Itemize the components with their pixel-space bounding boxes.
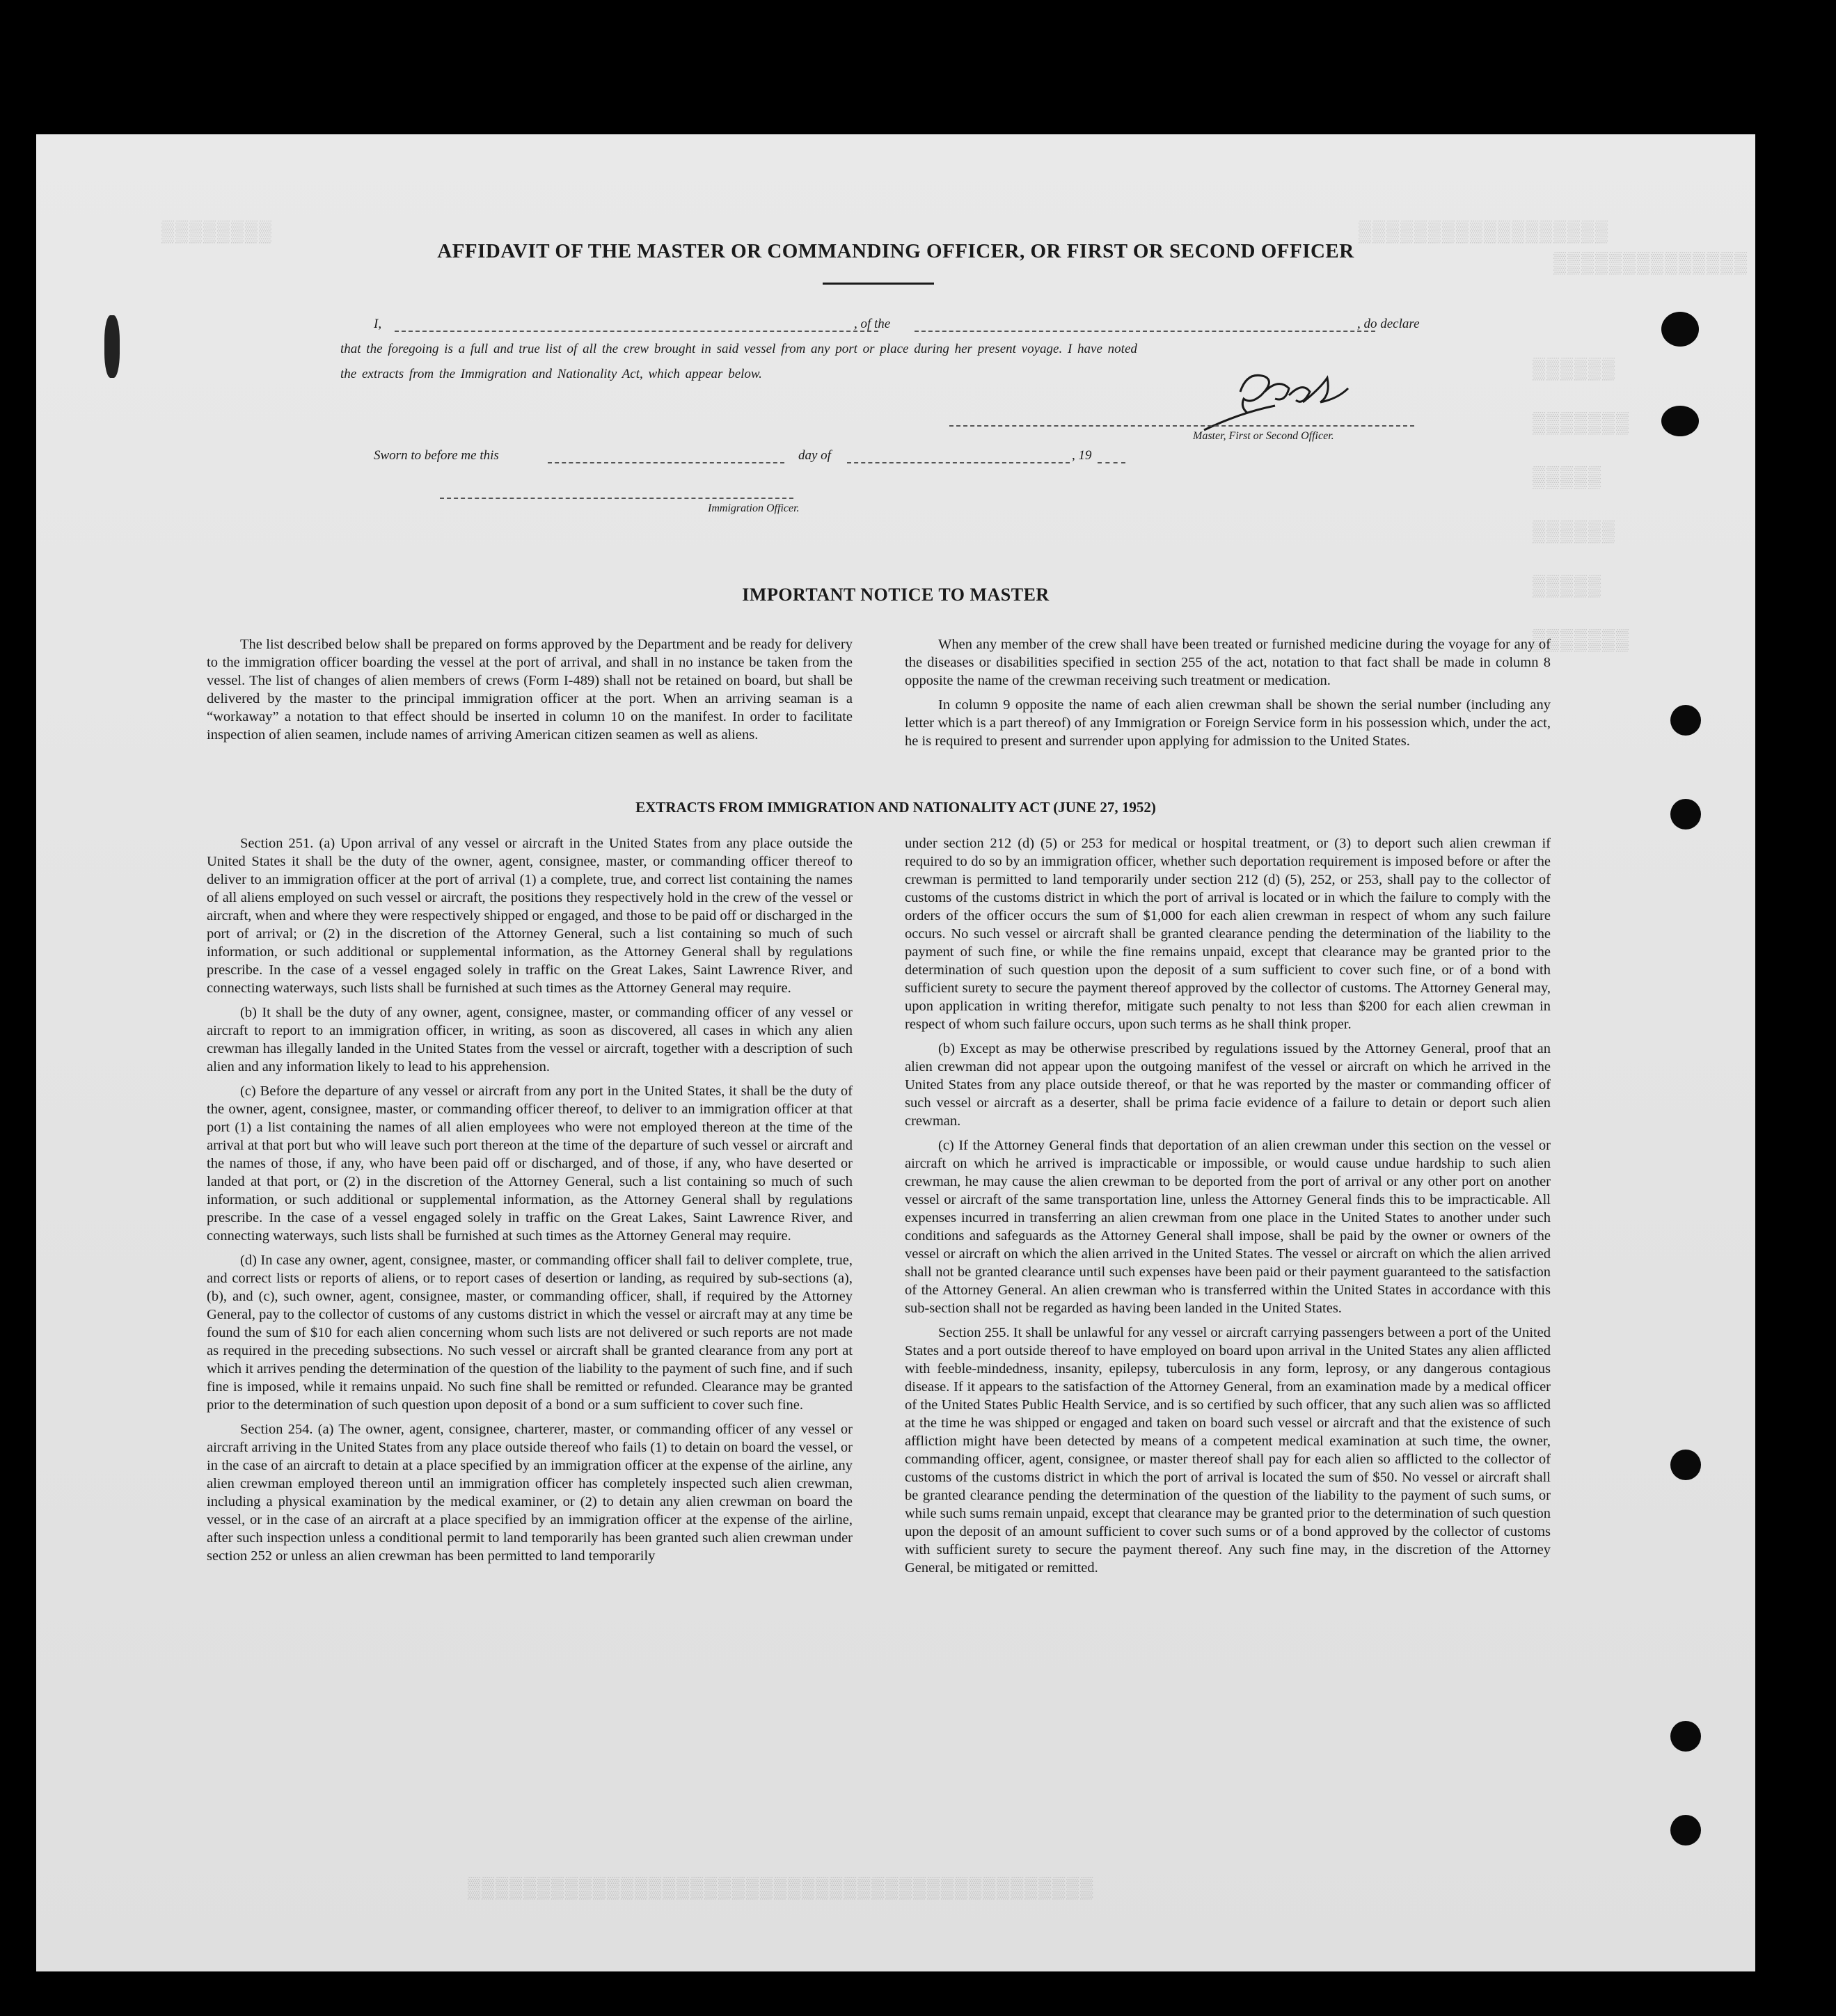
extract-paragraph: (b) Except as may be otherwise prescribed by regulations issued by the Attorney General, proof that an alien crewman did not appear upon the outgoing manifest of the vessel or aircraft on which he arrived in the United States from any place outside thereof, or that he was reported by the master or commanding officer of such vessel or aircraft as a deserter, shall be prima facie evidence of a failure to detain or deport such alien crewman. [905, 1041, 1551, 1129]
notice-left-column [207, 635, 853, 750]
punch-hole [1670, 705, 1701, 736]
month-field[interactable] [847, 462, 1070, 463]
vessel-field[interactable] [915, 331, 1375, 332]
notice-right-column [905, 635, 1551, 756]
master-signature-line[interactable] [949, 425, 1414, 427]
affidavit-line-3: the extracts from the Immigration and Nationality Act, which appear below. [340, 367, 762, 381]
affidavit-of-the-label: , of the [854, 317, 891, 331]
punch-hole [1661, 312, 1699, 347]
extract-paragraph: under section 212 (d) (5) or 253 for medical or hospital treatment, or (3) to deport such alien crewman if required to do so by an immigration officer, whether such deportation requirement is imposed before or after the crewman is permitted to land temporarily under section 212 (d) (5), 252, or 253, shall pay to the collector of customs of the customs district in which the port of arrival is located or in which the failure to comply with the orders of the officer occurs the sum of $1,000 for each alien crewman in respect of whom any such failure occurs. No such vessel or aircraft shall be granted clearance pending the determination of the liability to the payment of such fine, or while the fine remains unpaid, except that clearance may be granted prior to the determination of such question upon the deposit of a sum sufficient to cover such fine, or of a bond with sufficient surety to secure the payment thereof approved by the collector of customs. The Attorney General may, upon application in writing therefor, mitigate such penalty to not less than $200 for each alien crewman in respect of whom such failure occurs, upon such terms as he shall think proper. [905, 836, 1551, 1032]
ink-stain [104, 315, 120, 378]
bleed-through-ghost: ▒▒▒▒▒▒▒▒ [161, 221, 274, 245]
affidavit-i-label: I, [374, 317, 382, 331]
extract-paragraph: Section 255. It shall be unlawful for any vessel or aircraft carrying passengers between a port of the United States and a port outside thereof to have employed on board upon arrival in the United States any alien afflicted with feeble-mindedness, insanity, epilepsy, tuberculosis in any form, leprosy, or any dangerous contagious disease. If it appears to the satisfaction of the Attorney General, from an examination made by a medical officer of the United States Public Health Service, and is so certified by such officer, that any such alien was so afflicted at the time he was shipped or engaged and taken on board such vessel or aircraft and that the existence of such affliction might have been detected by means of a competent medical examination at such time, the owner, commanding officer, agent, consignee, or master thereof shall pay for each alien so afflicted to the collector of customs of the customs district in which the port of arrival is located the sum of $50. No vessel or aircraft shall be granted clearance pending the determination of the question of the liability to the payment of such sums, or while such sums remain unpaid, except that clearance may be granted prior to the determination of such question upon the deposit of an amount sufficient to cover such sums or of a bond approved by the collector of customs with sufficient surety to secure the payment thereof. Any such fine may, in the discretion of the Attorney General, be mitigated or remitted. [905, 1325, 1551, 1576]
name-field[interactable] [395, 331, 878, 332]
notice-right-paragraph-2: In column 9 opposite the name of each alien crewman shall be shown the serial number (including any letter which is a part thereof) of any Immigration or Foreign Service form in his possession which, under the act, he is required to present and surrender upon applying for admission to the United States. [905, 697, 1551, 749]
affidavit-line-2: that the foregoing is a full and true list of all the crew brought in said vessel from any port or place during her present voyage. I have noted [340, 342, 1137, 356]
bleed-through-ghost: ▒▒▒▒▒▒ ▒▒▒▒▒▒▒ ▒▒▒▒▒ ▒▒▒▒▒▒ ▒▒▒▒▒ ▒▒▒▒▒▒▒ [1533, 358, 1631, 653]
day-of-label: day of [798, 448, 831, 463]
extract-paragraph: Section 254. (a) The owner, agent, consignee, charterer, master, or commanding officer of any vessel or aircraft arriving in the United States from any place outside thereof who fails (1) to detain on board the vessel, or in the case of an aircraft to detain at a place specified by an immigration officer at the expense of the airline, any alien crewman employed thereon until an immigration officer has completely inspected such alien crewman, including a physical examination by the medical examiner, or (2) to detain any alien crewman on board the vessel, or in the case of an aircraft at a place specified by an immigration officer at the expense of the airline, after such inspection unless a conditional permit to land temporarily has been granted such alien crewman under section 252 or unless an alien crewman has been permitted to land temporarily [207, 1422, 853, 1564]
bleed-through-ghost: ▒▒▒▒▒▒▒▒▒▒▒▒▒▒▒▒▒▒▒▒▒▒▒▒▒▒▒▒▒▒▒▒▒▒▒▒▒▒▒▒▒▒▒▒▒ [468, 1878, 1095, 1901]
bleed-through-ghost: ▒▒▒▒▒▒▒▒▒▒▒▒▒▒ [1553, 253, 1749, 276]
notice-right-paragraph-1: When any member of the crew shall have been treated or furnished medicine during the voyage for any of the diseases or disabilities specified in section 255 of the act, notation to that fact shall be made in column 8 opposite the name of the crewman receiving such treatment or medication. [905, 637, 1551, 688]
year-field[interactable] [1098, 462, 1125, 463]
extract-paragraph: (c) Before the departure of any vessel or aircraft from any port in the United States, it shall be the duty of the owner, agent, consignee, master, or commanding officer thereof, to deliver to an immigration officer at that port (1) a list containing the names of all alien employees who were not employed thereon at the time of the arrival at that port but who will leave such port thereon at the time of the departure of such vessel or aircraft and the names of those, if any, who have been paid off or discharged, and of those, if any, who have deserted or landed at that port, or (2) in the discretion of the Attorney General, such a list containing so much of such information, or such additional or supplemental information, as the Attorney General shall by regulations prescribe. In the case of a vessel engaged solely in traffic on the Great Lakes, Saint Lawrence River, and connecting waterways, such lists shall be furnished at such times as the Attorney General may require. [207, 1084, 853, 1244]
sworn-date-field[interactable] [548, 462, 784, 463]
sworn-label: Sworn to before me this [374, 448, 499, 463]
bleed-through-ghost: ▒▒▒▒▒▒▒▒▒▒▒▒▒▒▒▒▒▒ [1359, 221, 1610, 245]
extract-paragraph: Section 251. (a) Upon arrival of any vessel or aircraft in the United States from any place outside the United States it shall be the duty of the owner, agent, consignee, master, or commanding officer thereof to deliver to an immigration officer at the port of arrival (1) a complete, true, and correct list containing the names of all aliens employed on such vessel or aircraft, the positions they respectively hold in the crew of the vessel or aircraft, when and where they were respectively shipped or engaged, and those to be paid off or discharged in the port of arrival; or (2) in the discretion of the Attorney General, such a list containing so much of such information, or such additional or supplemental information, as the Attorney General shall by regulations prescribe. In the case of a vessel engaged solely in traffic on the Great Lakes, Saint Lawrence River, and connecting waterways, such lists shall be furnished at such times as the Attorney General may require. [207, 836, 853, 996]
master-caption: Master, First or Second Officer. [1193, 430, 1334, 442]
extracts-left-column [207, 834, 853, 1571]
extract-paragraph: (c) If the Attorney General finds that deportation of an alien crewman under this section on the vessel or aircraft on which he arrived is impracticable or impossible, or would cause undue hardship to such alien crewman, he may cause the alien crewman to be deported from the port of arrival or any other port on another vessel or aircraft of the same transportation line, unless the Attorney General finds this to be impracticable. All expenses incurred in transferring an alien crewman from one place in the United States to another under such conditions and safeguards as the Attorney General shall impose, shall be paid by the owner or owners of the vessel or aircraft on which the alien arrived in the United States. The vessel or aircraft on which the alien arrived shall not be granted clearance until such expenses have been paid or their payment guaranteed to the satisfaction of the Attorney General. An alien crewman who is transferred within the United States in accordance with this sub-section shall not be regarded as having been landed in the United States. [905, 1138, 1551, 1316]
extract-paragraph: (b) It shall be the duty of any owner, agent, consignee, master, or commanding officer of any vessel or aircraft to report to an immigration officer, in writing, as soon as discovered, all cases in which any alien crewman has illegally landed in the United States from the vessel or aircraft, together with a description of such alien and any information likely to lead to his apprehension. [207, 1005, 853, 1074]
punch-hole [1670, 1450, 1701, 1480]
punch-hole [1670, 1815, 1701, 1846]
extract-paragraph: (d) In case any owner, agent, consignee, master, or commanding officer shall fail to deliver complete, true, and correct lists or reports of aliens, or to report cases of desertion or landing, as required by sub-sections (a), (b), and (c), such owner, agent, consignee, master, or commanding officer, shall, if required by the Attorney General, pay to the collector of customs of any customs district in which the vessel or aircraft may at any time be found the sum of $10 for each alien concerning whom such lists are not delivered or such reports are not made as required in the preceding subsections. No such vessel or aircraft shall be granted clearance from any port at which it arrives pending the determination of the question of the liability to the payment of such fine, and if such fine is imposed, while it remains unpaid. No such fine shall be remitted or refunded. Clearance may be granted prior to the determination of such question upon deposit of a bond or a sum sufficient to cover such fine. [207, 1253, 853, 1413]
punch-hole [1670, 1721, 1701, 1752]
officer-signature-line[interactable] [440, 498, 793, 499]
officer-caption: Immigration Officer. [708, 502, 800, 514]
affidavit-title: AFFIDAVIT OF THE MASTER OR COMMANDING OFFICER, OR FIRST OR SECOND OFFICER [437, 240, 1354, 262]
title-rule [823, 283, 934, 285]
year-label: , 19 [1072, 448, 1092, 463]
extracts-title: EXTRACTS FROM IMMIGRATION AND NATIONALITY ACT (JUNE 27, 1952) [635, 799, 1156, 816]
affidavit-declare-label: , do declare [1357, 317, 1420, 331]
document-page [36, 134, 1755, 1971]
master-signature [1198, 364, 1352, 440]
notice-left-paragraph: The list described below shall be prepared on forms approved by the Department and be ready for delivery to the immigration officer boarding the vessel at the port of arrival, and shall in no instance be taken from the vessel. The list of changes of alien members of crews (Form I-489) shall not be retained on board, but shall be delivered by the master to the principal immigration officer at the port. When an arriving seaman is a “workaway” a notation to that effect should be inserted in column 10 on the manifest. In order to facilitate inspection of alien seamen, include names of arriving American citizen seamen as well as aliens. [207, 637, 853, 743]
punch-hole [1661, 406, 1699, 436]
notice-title: IMPORTANT NOTICE TO MASTER [742, 585, 1050, 605]
extracts-right-column [905, 834, 1551, 1583]
